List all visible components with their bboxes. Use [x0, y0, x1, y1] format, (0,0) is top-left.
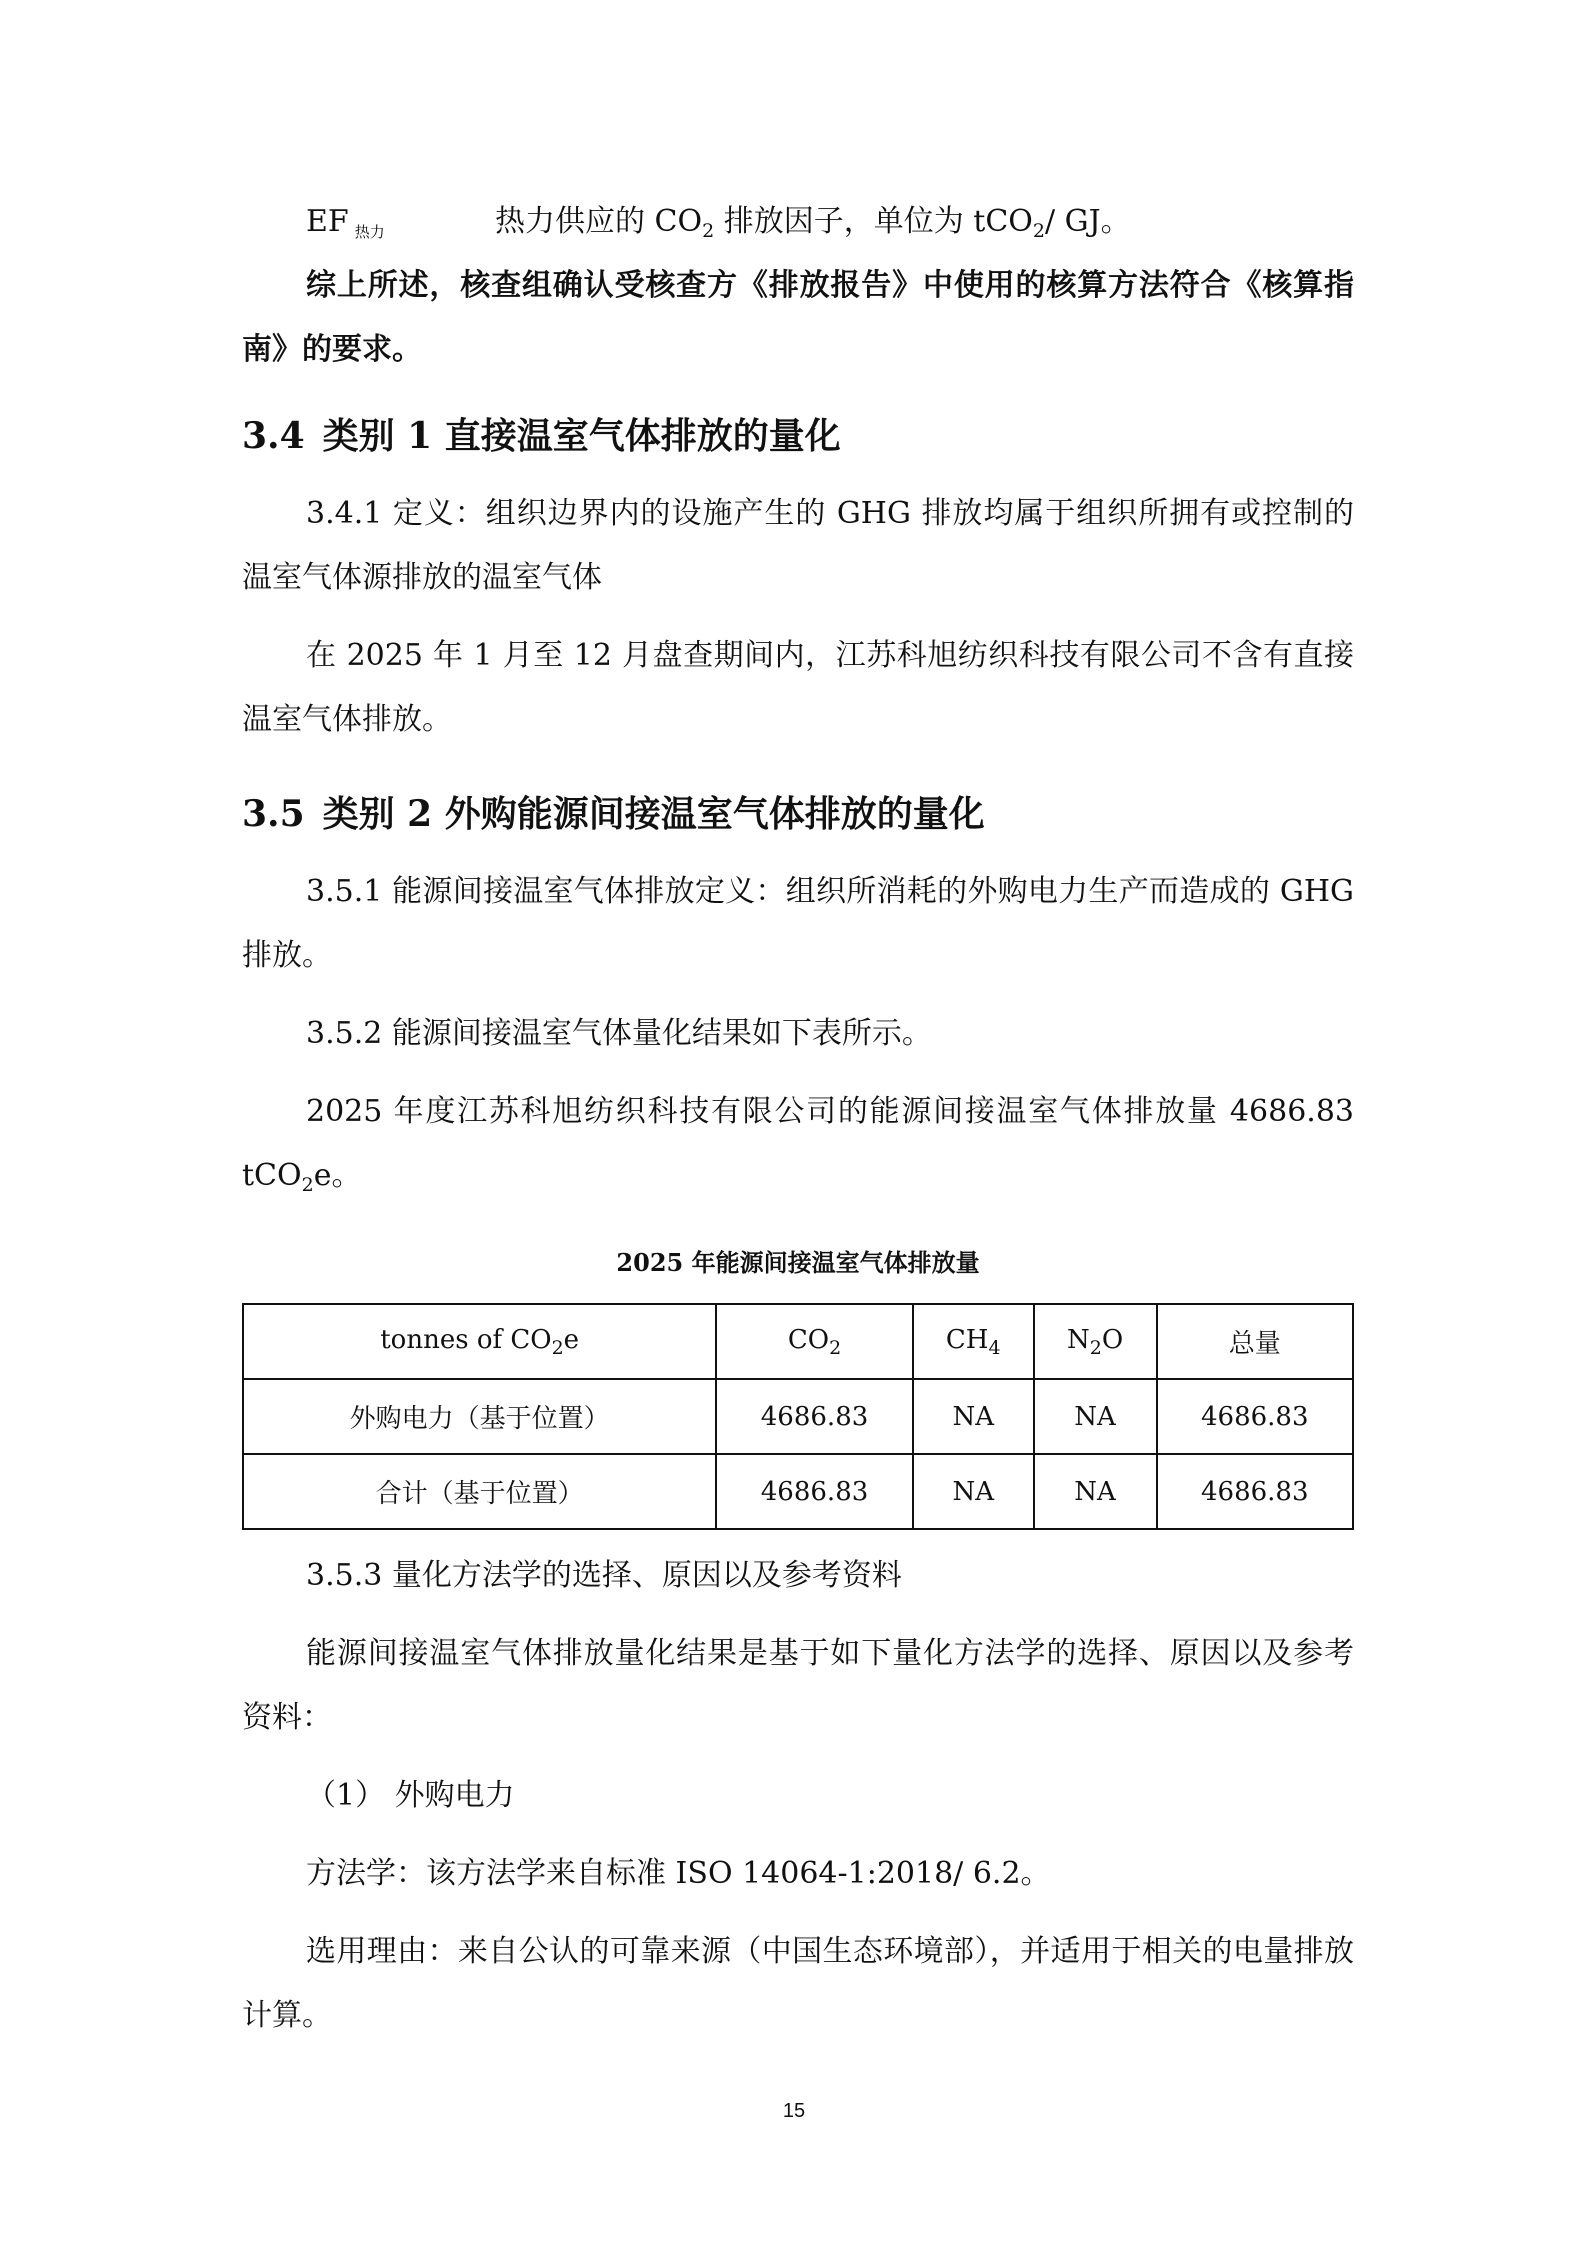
table-caption: 2025 年能源间接温室气体排放量: [616, 1248, 980, 1277]
table-cell: 4686.83: [1157, 1379, 1354, 1454]
definition-paragraph-3-5-1: 3.5.1 能源间接温室气体排放定义：组织所消耗的外购电力生产而造成的 GHG 排放。: [242, 874, 1354, 973]
table-row: [243, 1379, 1353, 1454]
header-n2o-text: N: [1066, 1324, 1090, 1355]
table-cell: 4686.83: [716, 1454, 912, 1529]
header-co2-text: CO: [787, 1324, 830, 1355]
table-cell: NA: [913, 1379, 1034, 1454]
ef-symbol-text: EF: [306, 204, 349, 239]
section-number: 3.4: [242, 415, 305, 457]
indirect-total-sub: 2: [301, 1174, 314, 1196]
table-cell: 4686.83: [716, 1379, 912, 1454]
header-ch4-text: CH: [945, 1324, 989, 1355]
indirect-total-suffix: e。: [313, 1158, 362, 1193]
table-row: [243, 1454, 1353, 1529]
table-cell: NA: [1034, 1379, 1157, 1454]
ef-symbol-sub: 热力: [354, 223, 385, 241]
header-ch4-sub: 4: [988, 1336, 1001, 1359]
table-cell: NA: [1034, 1454, 1157, 1529]
conclusion-paragraph: 综上所述，核查组确认受核查方《排放报告》中使用的核算方法符合《核算指南》的要求。: [242, 268, 1354, 367]
header-total: 总量: [1157, 1304, 1354, 1379]
ef-desc-sub: 2: [702, 220, 715, 242]
ef-desc-part-c: / GJ。: [1044, 204, 1131, 239]
section-heading-3-4: [242, 404, 1354, 468]
indirect-emission-total-paragraph: [242, 1080, 1354, 1217]
table-cell: 4686.83: [1157, 1454, 1354, 1529]
section-title: 类别 2 外购能源间接温室气体排放的量化: [322, 793, 985, 835]
ef-desc-part-b: 排放因子，单位为 tCO: [714, 204, 1033, 239]
ef-symbol: [306, 190, 385, 264]
section-number: 3.5: [242, 793, 305, 835]
ef-desc-sub2: 2: [1032, 220, 1045, 242]
indirect-total-text: 2025 年度江苏科旭纺织科技有限公司的能源间接温室气体排放量 4686.83 tCO: [242, 1094, 1354, 1193]
section-title: 类别 1 直接温室气体排放的量化: [322, 415, 841, 457]
header-ch4: [913, 1304, 1034, 1379]
header-n2o: [1034, 1304, 1157, 1379]
header-n2o-sub: 2: [1089, 1336, 1102, 1359]
definition-paragraph-3-4-1: 3.4.1 定义：组织边界内的设施产生的 GHG 排放均属于组织所拥有或控制的温室气体源排放的温室气体: [242, 496, 1354, 595]
table-cell: 合计（基于位置）: [243, 1454, 716, 1529]
header-co2: [716, 1304, 912, 1379]
header-unit-sub: 2: [551, 1336, 564, 1359]
ef-desc-part-a: 热力供应的 CO: [495, 204, 703, 239]
selection-reason-paragraph: 选用理由：来自公认的可靠来源（中国生态环境部），并适用于相关的电量排放计算。: [242, 1934, 1354, 2033]
section-heading-3-5: [242, 782, 1354, 846]
methodology-intro-paragraph: 能源间接温室气体排放量化结果是基于如下量化方法学的选择、原因以及参考资料：: [242, 1636, 1354, 1735]
header-n2o-suffix: O: [1101, 1324, 1124, 1355]
emission-table: [242, 1303, 1354, 1530]
table-cell: NA: [913, 1454, 1034, 1529]
list-item-purchased-electricity: （1） 外购电力: [306, 1778, 515, 1813]
page-number: 15: [782, 2100, 806, 2122]
header-co2-sub: 2: [829, 1336, 842, 1359]
table-header-row: [243, 1304, 1353, 1379]
header-unit: [243, 1304, 716, 1379]
methodology-paragraph: 方法学：该方法学来自标准 ISO 14064-1:2018/ 6.2。: [306, 1856, 1051, 1891]
ef-definition-line: [242, 190, 1354, 254]
document-page: [242, 190, 1354, 2048]
paragraph-3-5-2: 3.5.2 能源间接温室气体量化结果如下表所示。: [306, 1016, 932, 1051]
header-unit-text: tonnes of CO: [380, 1324, 552, 1355]
paragraph-3-5-3: 3.5.3 量化方法学的选择、原因以及参考资料: [306, 1558, 902, 1593]
direct-emission-paragraph: 在 2025 年 1 月至 12 月盘查期间内，江苏科旭纺织科技有限公司不含有直接温室气体排放。: [242, 638, 1354, 737]
header-unit-suffix: e: [563, 1324, 580, 1355]
ef-description: [495, 190, 1131, 263]
table-cell: 外购电力（基于位置）: [243, 1379, 716, 1454]
